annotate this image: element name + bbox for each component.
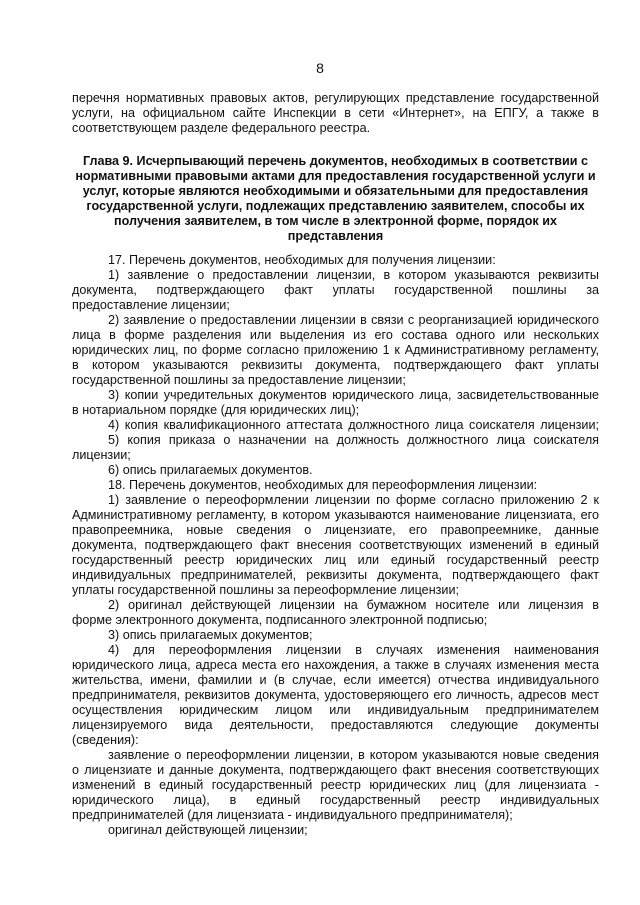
text-line: о лицензиате и данные документа, подтверждающего факт внесения соответствующих bbox=[72, 763, 599, 777]
chapter-heading-line: государственной услуги, подлежащих представлению заявителем, способы их bbox=[86, 199, 585, 213]
text-line: (сведения): bbox=[72, 733, 139, 747]
text-line: юридического лица), в единый государственный реестр индивидуальных bbox=[72, 793, 599, 807]
text-line: услуги, на официальном сайте Инспекции в сети «Интернет», на ЕПГУ, а также в bbox=[72, 106, 599, 120]
text-line: 1) заявление о переоформлении лицензии по форме согласно приложению 2 к bbox=[108, 493, 599, 507]
text-line: в нотариальном порядке (для юридических лиц); bbox=[72, 403, 360, 417]
text-line: 3) опись прилагаемых документов; bbox=[108, 628, 313, 642]
chapter-heading-line: нормативными правовыми актами для предоставления государственной услуги и bbox=[75, 169, 596, 183]
text-line: лица в форме разделения или выделения из его состава одного или нескольких bbox=[72, 328, 599, 342]
text-line: 4) копия квалификационного аттестата должностного лица соискателя лицензии; bbox=[108, 418, 599, 432]
text-line: в котором указываются реквизиты документа, подтверждающего факт уплаты bbox=[72, 358, 599, 372]
text-line: 18. Перечень документов, необходимых для переоформления лицензии: bbox=[108, 478, 538, 492]
chapter-heading-line: получения заявителем, в том числе в электронной форме, порядок их bbox=[114, 214, 557, 228]
text-line: перечня нормативных правовых актов, регулирующих представление государственной bbox=[72, 91, 599, 105]
text-line: 6) опись прилагаемых документов. bbox=[108, 463, 313, 477]
text-line: предпринимателя, реквизитов документа, удостоверяющего его личность, адресов мест bbox=[72, 688, 599, 702]
text-line: 4) для переоформления лицензии в случаях изменения наименования bbox=[108, 643, 599, 657]
text-line: предоставление лицензии; bbox=[72, 298, 230, 312]
text-line: государственный реестр юридических лиц или единый государственный реестр bbox=[72, 553, 599, 567]
chapter-heading-line: представления bbox=[287, 229, 384, 243]
text-line: 3) копии учредительных документов юридического лица, засвидетельствованные bbox=[108, 388, 599, 402]
text-line: лицензируемого вида деятельности, предоставляются следующие документы bbox=[72, 718, 599, 732]
text-line: лицензии; bbox=[72, 448, 131, 462]
text-line: соответствующем разделе федерального реестра. bbox=[72, 121, 371, 135]
text-line: жительства, имени, фамилии и (в случае, если имеется) отчества индивидуального bbox=[72, 673, 599, 687]
text-line: оригинал действующей лицензии; bbox=[108, 823, 308, 837]
text-line: индивидуальных предпринимателей, реквизиты документа, подтверждающего факт bbox=[72, 568, 599, 582]
text-line: заявление о переоформлении лицензии, в котором указываются новые сведения bbox=[108, 748, 599, 762]
text-line: форме электронного документа, подписанного электронной подписью; bbox=[72, 613, 488, 627]
text-line: изменений в единый государственный реестр юридических лиц (для лицензиата - bbox=[72, 778, 599, 792]
text-line: предпринимателей (для лицензиата - индивидуального предпринимателя); bbox=[72, 808, 513, 822]
text-line: правопреемника, новые сведения о лицензиате, его правопреемнике, данные bbox=[72, 523, 599, 537]
text-line: Административному регламенту, в котором указываются наименование лицензиата, его bbox=[72, 508, 599, 522]
text-line: документа, подтверждающего факт уплаты государственной пошлины за bbox=[72, 283, 599, 297]
chapter-heading-line: услуг, которые являются необходимыми и обязательными для предоставления bbox=[82, 184, 589, 198]
page-number: 8 bbox=[316, 60, 324, 76]
text-line: уплаты государственной пошлины за переоформление лицензии; bbox=[72, 583, 459, 597]
text-line: осуществления юридическим лицом или индивидуальным предпринимателем bbox=[72, 703, 599, 717]
chapter-heading-line: Глава 9. Исчерпывающий перечень документов, необходимых в соответствии с bbox=[82, 154, 589, 168]
text-line: документа, подтверждающего факт внесения соответствующих изменений в единый bbox=[72, 538, 599, 552]
text-line: 17. Перечень документов, необходимых для получения лицензии: bbox=[108, 253, 496, 267]
text-line: 2) оригинал действующей лицензии на бумажном носителе или лицензия в bbox=[108, 598, 599, 612]
text-line: 1) заявление о предоставлении лицензии, в котором указываются реквизиты bbox=[108, 268, 599, 282]
text-line: 2) заявление о предоставлении лицензии в связи с реорганизацией юридического bbox=[108, 313, 599, 327]
text-line: юридических лиц, по форме согласно приложению 1 к Административному регламенту, bbox=[72, 343, 599, 357]
text-line: государственной пошлины за предоставление лицензии; bbox=[72, 373, 406, 387]
text-line: 5) копия приказа о назначении на должность должностного лица соискателя bbox=[108, 433, 599, 447]
text-line: юридического лица, адреса места его нахождения, а также в случаях изменения места bbox=[72, 658, 599, 672]
